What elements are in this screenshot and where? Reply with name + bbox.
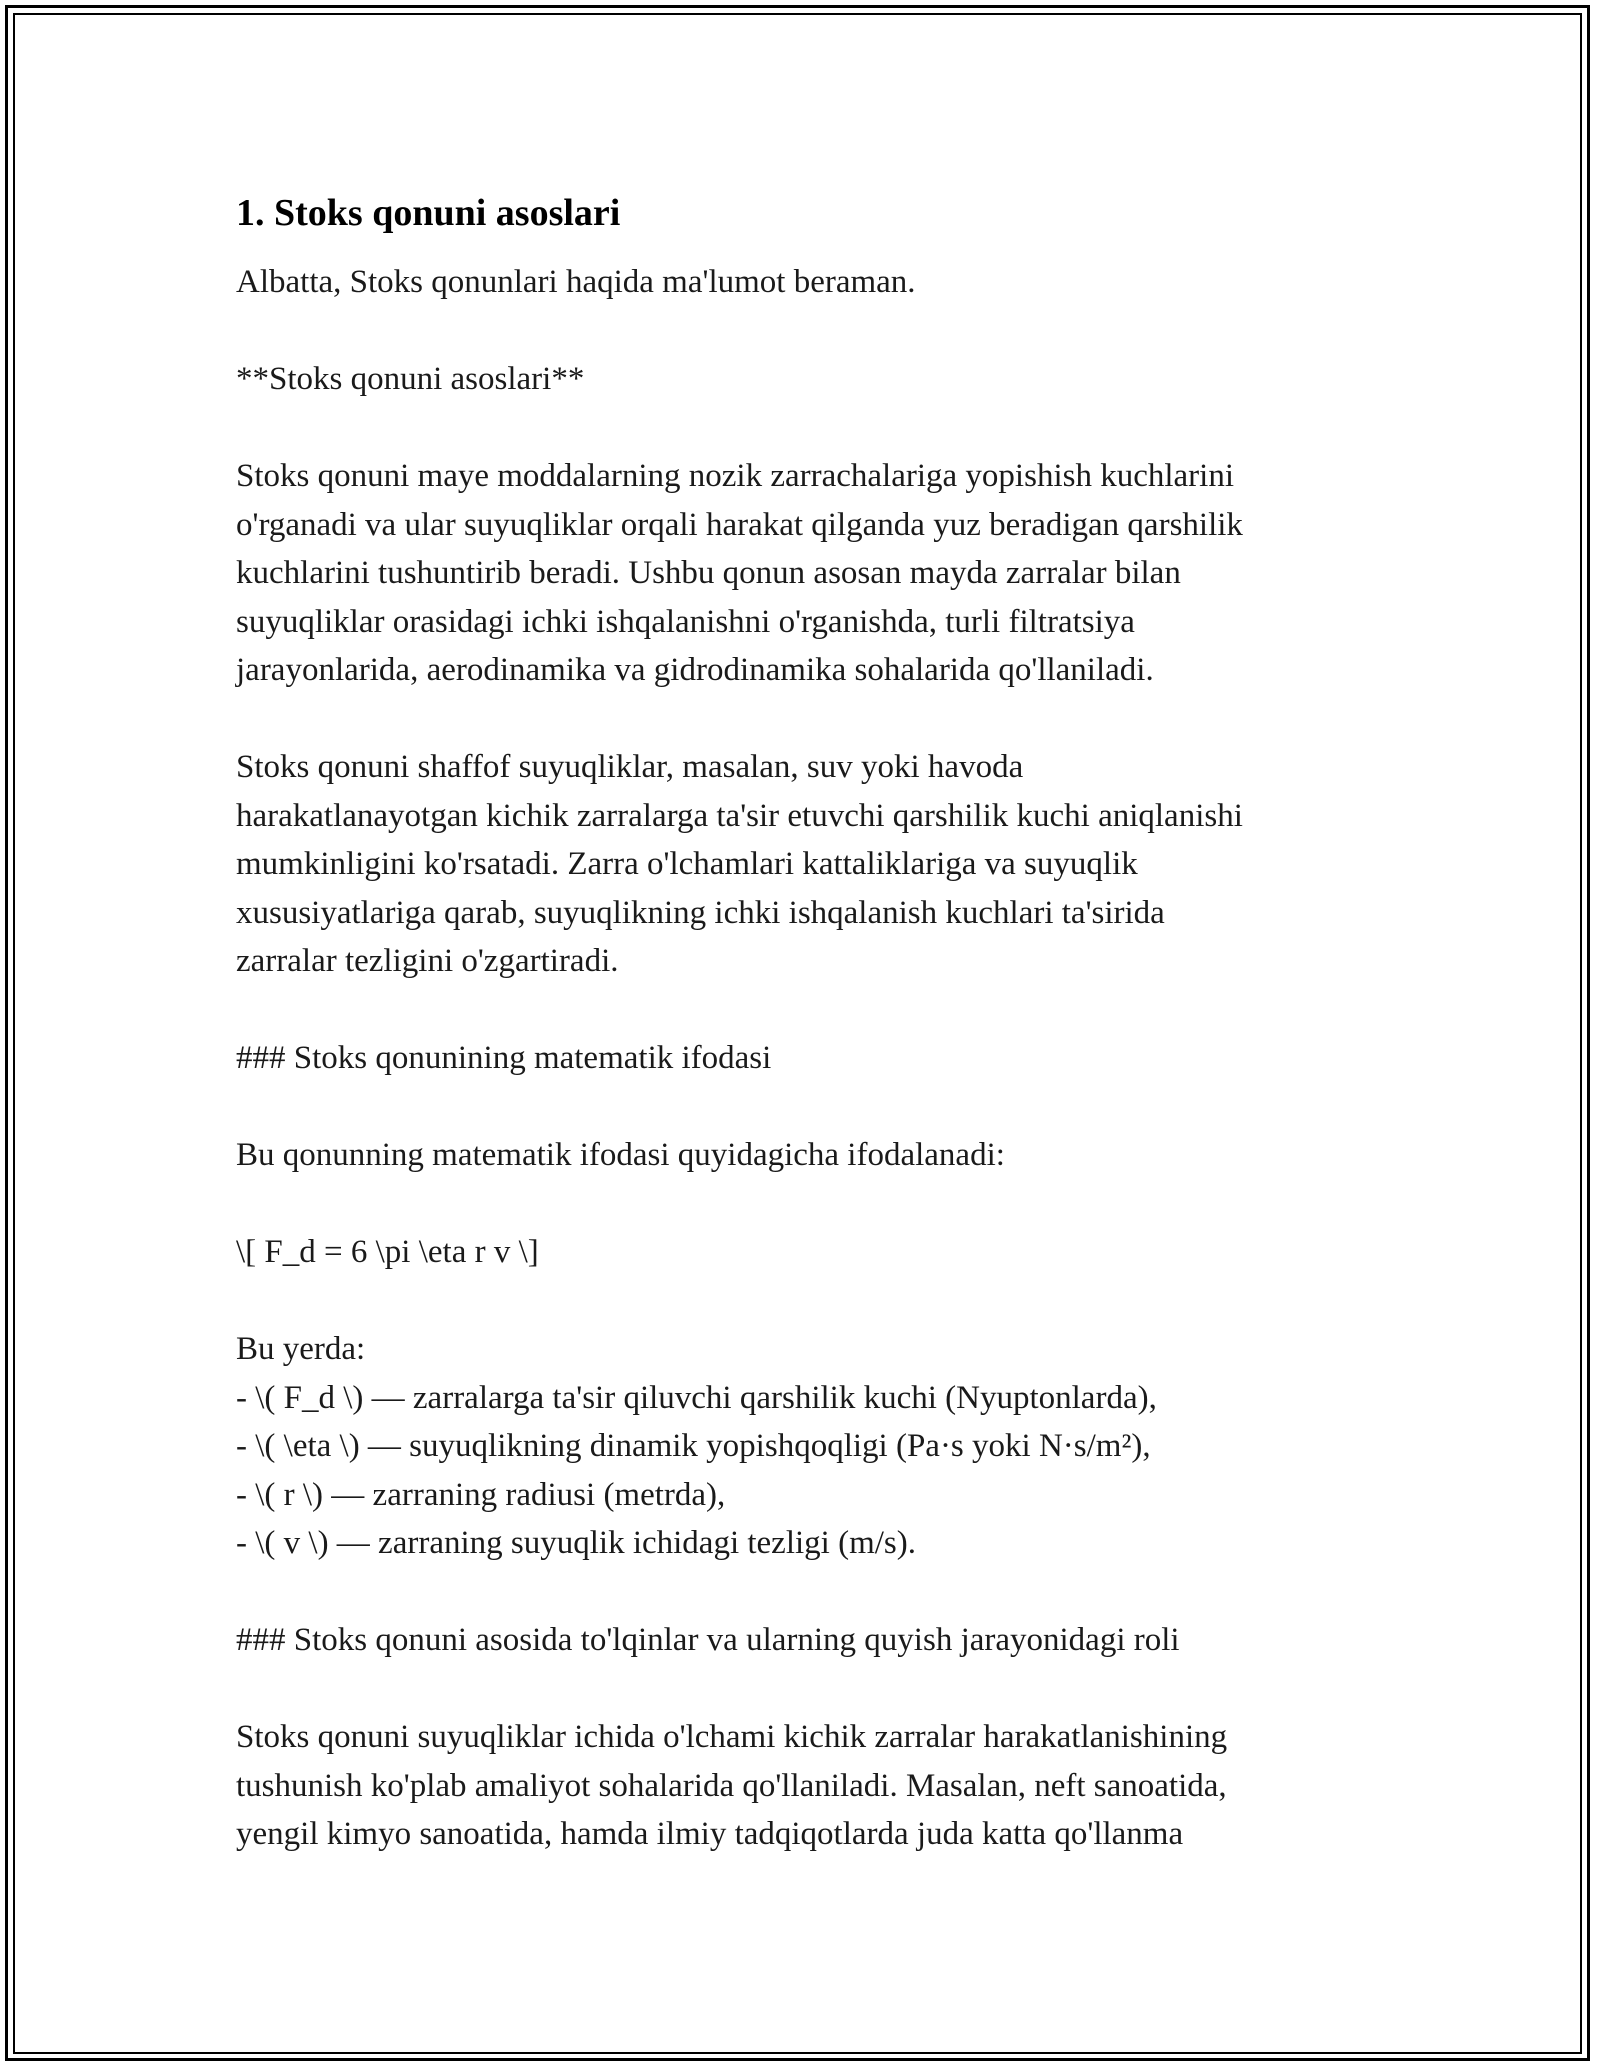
text-line: yengil kimyo sanoatida, hamda ilmiy tadqiqotlarda juda katta qo'llanma [236,1816,1184,1852]
blank-line [236,1180,1366,1229]
text-line: Stoks qonuni maye moddalarning nozik zarrachalariga yopishish kuchlarini [236,458,1234,494]
text-line: **Stoks qonuni asoslari** [236,361,585,397]
text-line: Stoks qonuni suyuqliklar ichida o'lchami kichik zarralar harakatlanishining [236,1719,1228,1755]
blank-line [236,404,1366,453]
list-item: - \( v \) — zarraning suyuqlik ichidagi tezligi (m/s). [236,1525,916,1561]
list-item: - \( \eta \) — suyuqlikning dinamik yopishqoqligi (Pa·s yoki N·s/m²), [236,1428,1151,1464]
formula-line: \[ F_d = 6 \pi \eta r v \] [236,1234,539,1270]
blank-line [236,695,1366,744]
blank-line [236,1277,1366,1326]
text-line: tushunish ko'plab amaliyot sohalarida qo'llaniladi. Masalan, neft sanoatida, [236,1767,1227,1804]
blank-line [236,1083,1366,1132]
blank-line [236,307,1366,356]
blank-line [236,1665,1366,1714]
document-text [236,258,1366,1859]
list-item: - \( F_d \) — zarralarga ta'sir qiluvchi qarshilik kuchi (Nyuptonlarda), [236,1379,1157,1416]
text-line: Bu qonunning matematik ifodasi quyidagicha ifodalanadi: [236,1137,1005,1173]
document-body [236,186,1366,1859]
text-line: mumkinligini ko'rsatadi. Zarra o'lchamlari kattaliklariga va suyuqlik [236,846,1138,882]
blank-line [236,1568,1366,1617]
section-heading: ### Stoks qonunining matematik ifodasi [236,1040,772,1076]
text-line: zarralar tezligini o'zgartiradi. [236,943,619,979]
text-line: suyuqliklar orasidagi ichki ishqalanishni o'rganishda, turli filtratsiya [236,603,1135,640]
section-heading: ### Stoks qonuni asosida to'lqinlar va ularning quyish jarayonidagi roli [236,1622,1180,1658]
text-line: o'rganadi va ular suyuqliklar orqali harakat qilganda yuz beradigan qarshilik [236,506,1243,543]
text-line: Bu yerda: [236,1331,366,1367]
document-title: 1. Stoks qonuni asoslari [236,192,621,234]
list-item: - \( r \) — zarraning radiusi (metrda), [236,1476,726,1513]
text-line: xususiyatlariga qarab, suyuqlikning ichki ishqalanish kuchlari ta'sirida [236,894,1165,931]
text-line: Albatta, Stoks qonunlari haqida ma'lumot beraman. [236,264,916,300]
text-line: harakatlanayotgan kichik zarralarga ta'sir etuvchi qarshilik kuchi aniqlanishi [236,797,1243,834]
text-line: kuchlarini tushuntirib beradi. Ushbu qonun asosan mayda zarralar bilan [236,555,1181,591]
text-line: Stoks qonuni shaffof suyuqliklar, masalan, suv yoki havoda [236,749,1024,785]
blank-line [236,986,1366,1035]
text-line: jarayonlarida, aerodinamika va gidrodinamika sohalarida qo'llaniladi. [236,652,1154,688]
